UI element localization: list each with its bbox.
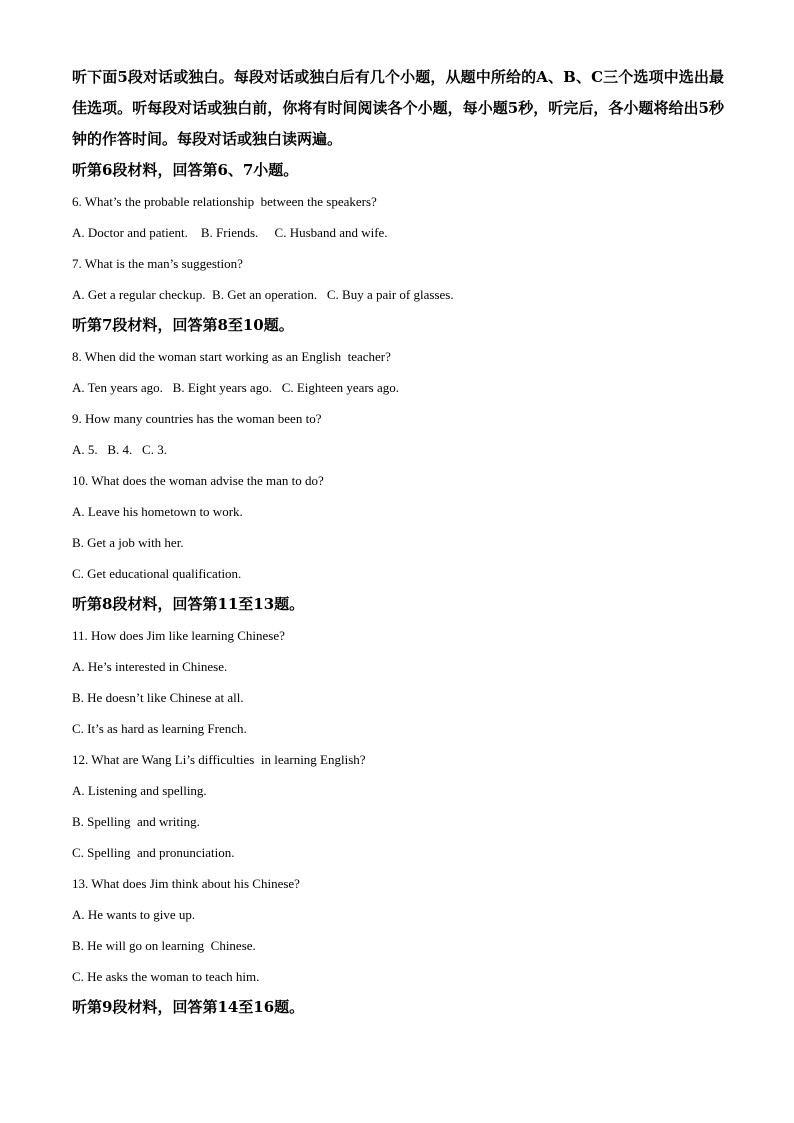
question-10: 10. What does the woman advise the man to do? xyxy=(72,473,324,488)
option-10-b: B. Get a job with her. xyxy=(72,535,184,550)
option-13-b: B. He will go on learning Chinese. xyxy=(72,938,256,953)
question-6: 6. What’s the probable relationship between the speakers? xyxy=(72,194,377,209)
question-12: 12. What are Wang Li’s difficulties in learning English? xyxy=(72,752,366,767)
section-heading: 听第7段材料，回答第8至10题。 xyxy=(72,316,294,334)
option-12-b: B. Spelling and writing. xyxy=(72,814,200,829)
section-6 xyxy=(72,155,724,310)
option-12-a: A. Listening and spelling. xyxy=(72,783,207,798)
section-heading: 听第6段材料，回答第6、7小题。 xyxy=(72,161,299,179)
question-8: 8. When did the woman start working as an English teacher? xyxy=(72,349,391,364)
option-11-a: A. He’s interested in Chinese. xyxy=(72,659,228,674)
question-11: 11. How does Jim like learning Chinese? xyxy=(72,628,285,643)
section-heading: 听第8段材料，回答第11至13题。 xyxy=(72,595,305,613)
options-8: A. Ten years ago. B. Eight years ago. C. Eighteen years ago. xyxy=(72,380,400,395)
question-7: 7. What is the man’s suggestion? xyxy=(72,256,243,271)
option-10-a: A. Leave his hometown to work. xyxy=(72,504,243,519)
option-11-c: C. It’s as hard as learning French. xyxy=(72,721,247,736)
option-13-a: A. He wants to give up. xyxy=(72,907,196,922)
options-9: A. 5. B. 4. C. 3. xyxy=(72,442,167,457)
options-7: A. Get a regular checkup. B. Get an operation. C. Buy a pair of glasses. xyxy=(72,287,454,302)
section-heading: 听第9段材料，回答第14至16题。 xyxy=(72,998,305,1016)
option-12-c: C. Spelling and pronunciation. xyxy=(72,845,235,860)
question-13: 13. What does Jim think about his Chinese? xyxy=(72,876,300,891)
section-8 xyxy=(72,589,724,992)
options-6: A. Doctor and patient. B. Friends. C. Husband and wife. xyxy=(72,225,388,240)
listening-instructions: 听下面5段对话或独白。每段对话或独白后有几个小题，从题中所给的A、B、C三个选项中选出最佳选项。听每段对话或独白前，你将有时间阅读各个小题，每小题5秒，听完后，各小题将给出5秒钟的作答时间。每段对话或独白读两遍。 xyxy=(72,68,724,148)
exam-page xyxy=(72,62,724,1023)
section-9 xyxy=(72,992,724,1023)
option-11-b: B. He doesn’t like Chinese at all. xyxy=(72,690,244,705)
option-10-c: C. Get educational qualification. xyxy=(72,566,242,581)
section-7 xyxy=(72,310,724,589)
option-13-c: C. He asks the woman to teach him. xyxy=(72,969,260,984)
question-9: 9. How many countries has the woman been to? xyxy=(72,411,322,426)
